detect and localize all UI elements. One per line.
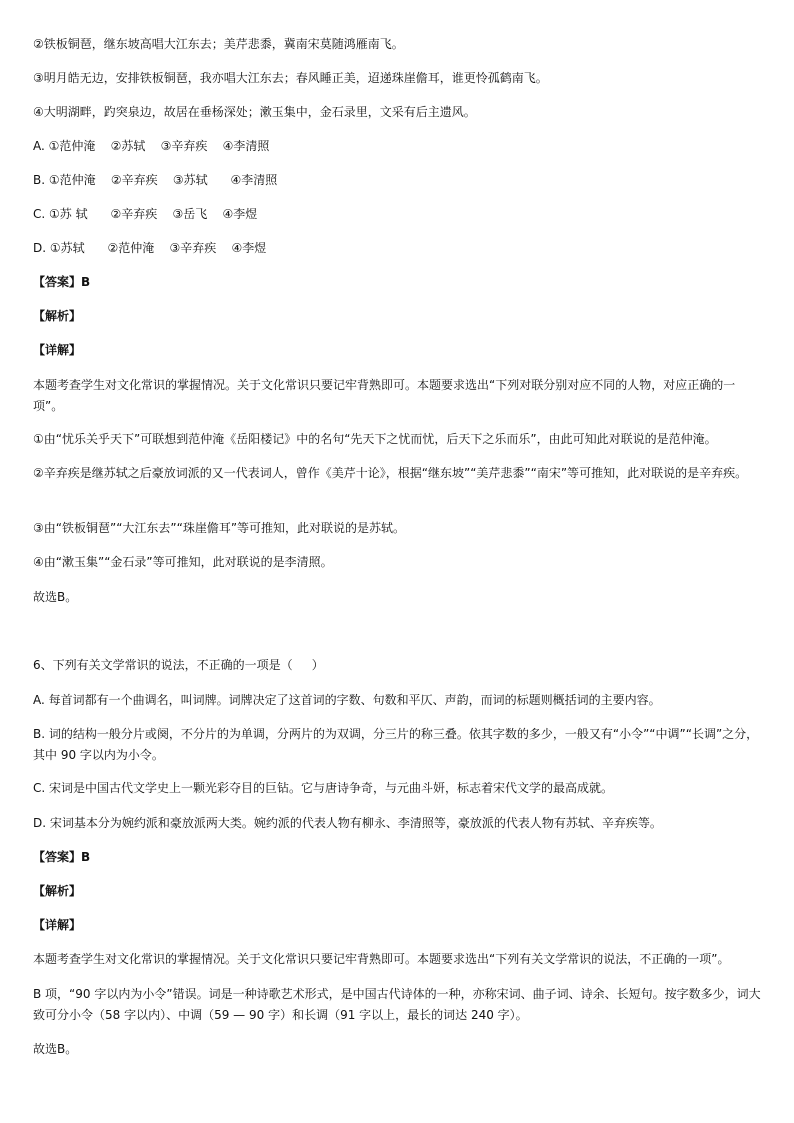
q5-answer: 【答案】B: [33, 275, 91, 289]
q6-option-b: B. 词的结构一般分片或阕，不分片的为单调，分两片的为双调，分三片的称三叠。依其字数的多少，一般又有“小令”“中调”“长调”之分，其中 90 字以内为小令。: [33, 727, 759, 762]
q5-option-c: C. ①苏 轼 ②辛弃疾 ③岳飞 ④李煜: [33, 207, 258, 221]
q6-answer: 【答案】B: [33, 850, 91, 864]
q5-conclusion: 故选B。: [33, 590, 78, 604]
q6-conclusion: 故选B。: [33, 1042, 78, 1056]
q5-analysis-heading: 【解析】: [33, 309, 82, 323]
couplet-4: ④大明湖畔，趵突泉边，故居在垂杨深处；漱玉集中，金石录里，文采有后主遗风。: [33, 105, 476, 119]
couplet-2: ②铁板铜琶，继东坡高唱大江东去；美芹悲黍，冀南宋莫随鸿雁南飞。: [33, 37, 404, 51]
q5-point-2: ②辛弃疾是继苏轼之后豪放词派的又一代表词人，曾作《美芹十论》，根据“继东坡”“美芹悲黍”“南宋”等可推知，此对联说的是辛弃疾。: [33, 466, 748, 480]
q6-option-c: C. 宋词是中国古代文学史上一颗光彩夺目的巨钻。它与唐诗争奇，与元曲斗妍，标志着宋代文学的最高成就。: [33, 781, 614, 795]
q6-option-d: D. 宋词基本分为婉约派和豪放派两大类。婉约派的代表人物有柳永、李清照等，豪放派的代表人物有苏轼、辛弃疾等。: [33, 816, 662, 830]
q5-option-a: A. ①范仲淹 ②苏轼 ③辛弃疾 ④李清照: [33, 139, 270, 153]
q5-detail-intro: 本题考查学生对文化常识的掌握情况。关于文化常识只要记牢背熟即可。本题要求选出“下列对联分别对应不同的人物，对应正确的一项”。: [33, 378, 736, 413]
q6-explanation: B 项，“90 字以内为小令”错误。词是一种诗歌艺术形式，是中国古代诗体的一种，亦称宋词、曲子词、诗余、长短句。按字数多少，词大致可分小令（58 字以内）、中调（59 — 90 字）和长调（91 字以上，最长的词达 240 字）。: [33, 987, 761, 1022]
q6-detail-heading: 【详解】: [33, 918, 82, 932]
q5-option-b: B. ①范仲淹 ②辛弃疾 ③苏轼 ④李清照: [33, 173, 278, 187]
couplet-3: ③明月皓无边，安排铁板铜琶，我亦唱大江东去；春风睡正美，迢递珠崖儋耳，谁更怜孤鹤南飞。: [33, 71, 548, 85]
q6-analysis-heading: 【解析】: [33, 884, 82, 898]
q5-point-4: ④由“漱玉集”“金石录”等可推知，此对联说的是李清照。: [33, 555, 333, 569]
q6-option-a: A. 每首词都有一个曲调名，叫词牌。词牌决定了这首词的字数、句数和平仄、声韵，而词的标题则概括词的主要内容。: [33, 693, 661, 707]
q6-stem: 6、下列有关文学常识的说法，不正确的一项是（ ）: [33, 658, 324, 672]
q6-detail-intro: 本题考查学生对文化常识的掌握情况。关于文化常识只要记牢背熟即可。本题要求选出“下列有关文学常识的说法，不正确的一项”。: [33, 952, 730, 966]
q5-option-d: D. ①苏轼 ②范仲淹 ③辛弃疾 ④李煜: [33, 241, 267, 255]
q5-detail-heading: 【详解】: [33, 343, 82, 357]
q5-point-3: ③由“铁板铜琶”“大江东去”“珠崖儋耳”等可推知，此对联说的是苏轼。: [33, 521, 406, 535]
q5-point-1: ①由“忧乐关乎天下”可联想到范仲淹《岳阳楼记》中的名句“先天下之忧而忧，后天下之乐而乐”，由此可知此对联说的是范仲淹。: [33, 432, 717, 446]
